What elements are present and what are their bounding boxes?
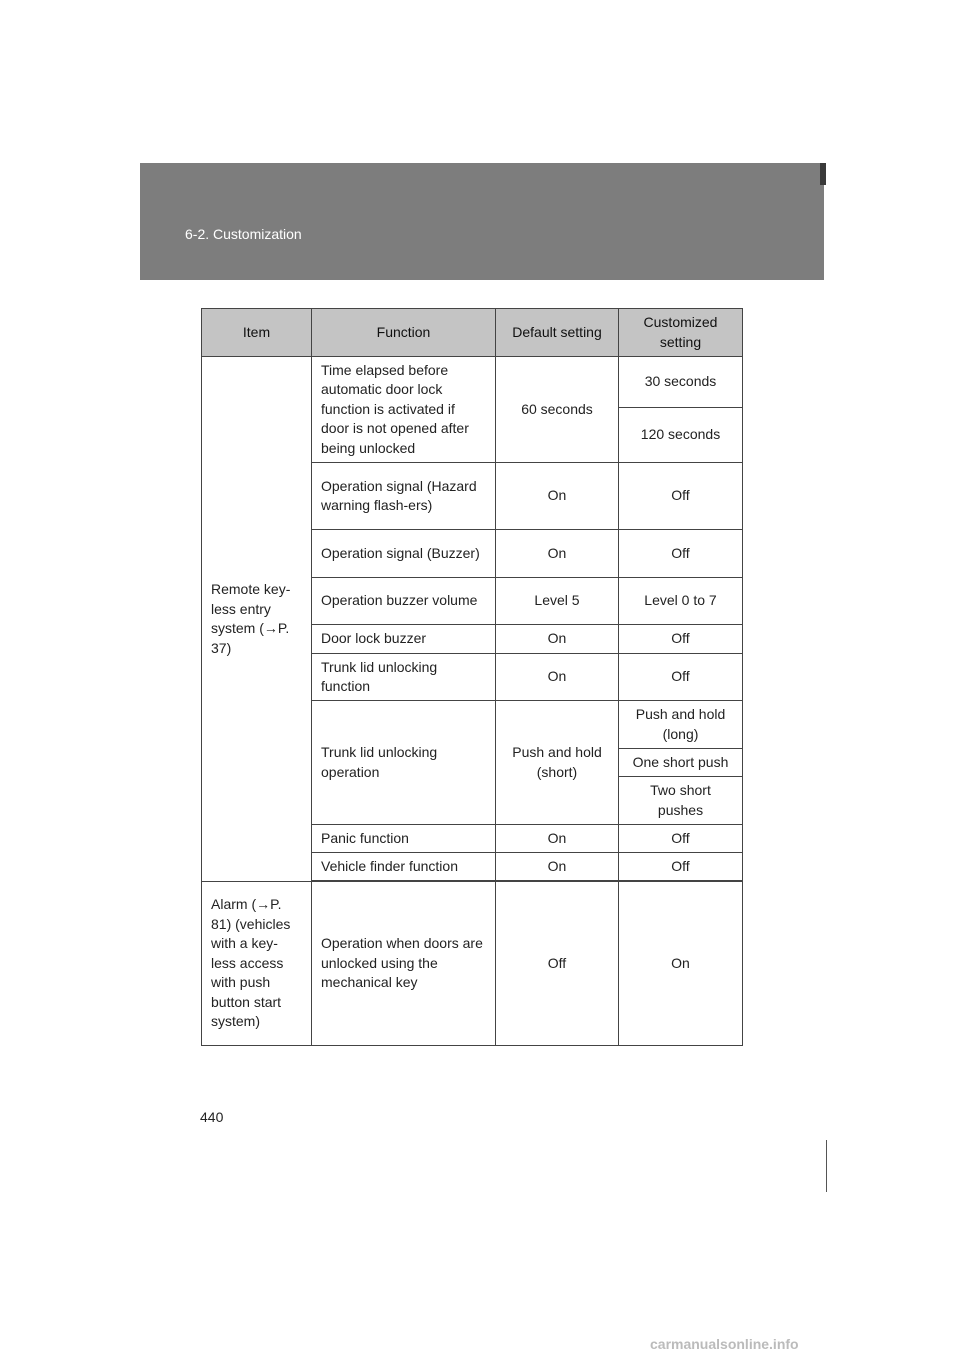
item-remote-keyless-entry: Remote key-less entry system (→P. 37) (202, 357, 312, 882)
custom-alarm: On (619, 882, 743, 1046)
default-trunk-unlocking: On (496, 654, 619, 701)
custom-trunk-one-push: One short push (619, 749, 743, 777)
function-panic: Panic function (312, 825, 496, 853)
function-buzzer-signal: Operation signal (Buzzer) (312, 530, 496, 578)
default-door-lock-buzzer: On (496, 625, 619, 654)
default-trunk-operation: Push and hold (short) (496, 701, 619, 825)
watermark: carmanualsonline.info (650, 1336, 799, 1352)
custom-hazard-signal: Off (619, 463, 743, 530)
section-header-bar (140, 163, 824, 280)
header-edge-tick (820, 163, 826, 185)
custom-buzzer-volume: Level 0 to 7 (619, 578, 743, 625)
default-hazard-signal: On (496, 463, 619, 530)
custom-panic: Off (619, 825, 743, 853)
custom-trunk-two-pushes: Two short pushes (619, 777, 743, 825)
margin-line (826, 1140, 827, 1192)
column-header-default: Default setting (496, 309, 619, 357)
custom-trunk-unlocking: Off (619, 654, 743, 701)
custom-buzzer-signal: Off (619, 530, 743, 578)
default-auto-lock: 60 seconds (496, 357, 619, 463)
table-header-row (202, 309, 743, 357)
custom-vehicle-finder: Off (619, 853, 743, 881)
function-trunk-operation: Trunk lid unlocking operation (312, 701, 496, 825)
function-vehicle-finder: Vehicle finder function (312, 853, 496, 881)
section-title: 6-2. Customization (185, 226, 302, 242)
table-row (202, 882, 743, 1046)
default-vehicle-finder: On (496, 853, 619, 881)
custom-door-lock-buzzer: Off (619, 625, 743, 654)
default-alarm: Off (496, 882, 619, 1046)
custom-auto-lock-120: 120 seconds (619, 408, 743, 463)
item-alarm: Alarm (→P. 81) (vehicles with a key-less access with push button start system) (202, 882, 312, 1046)
function-buzzer-volume: Operation buzzer volume (312, 578, 496, 625)
column-header-item: Item (202, 309, 312, 357)
default-buzzer-signal: On (496, 530, 619, 578)
function-door-lock-buzzer: Door lock buzzer (312, 625, 496, 654)
default-buzzer-volume: Level 5 (496, 578, 619, 625)
column-header-customized: Customized setting (619, 309, 743, 357)
default-panic: On (496, 825, 619, 853)
function-alarm: Operation when doors are unlocked using the mechanical key (312, 882, 496, 1046)
column-header-function: Function (312, 309, 496, 357)
function-auto-lock: Time elapsed before automatic door lock function is activated if door is not opened after being unlocked (312, 357, 496, 463)
table-row (202, 357, 743, 408)
customization-table (201, 308, 743, 1046)
custom-trunk-long: Push and hold (long) (619, 701, 743, 749)
function-trunk-unlocking: Trunk lid unlocking function (312, 654, 496, 701)
function-hazard-signal: Operation signal (Hazard warning flash-ers) (312, 463, 496, 530)
page-number: 440 (200, 1109, 224, 1125)
custom-auto-lock-30: 30 seconds (619, 357, 743, 408)
